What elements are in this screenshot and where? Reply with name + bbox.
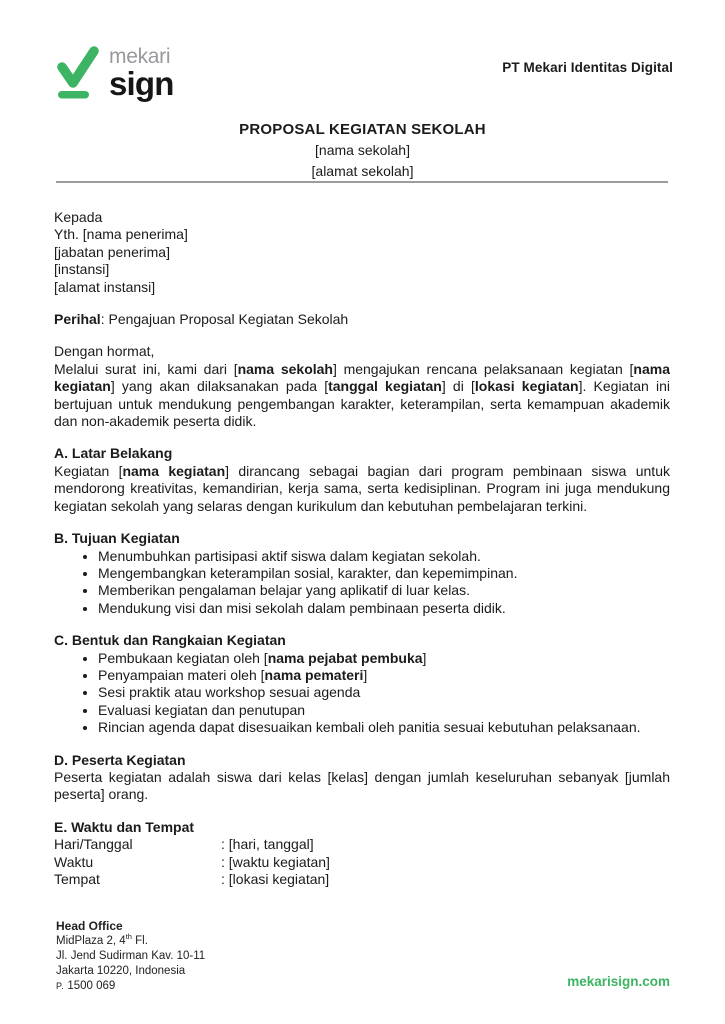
address-line-1 <box>56 934 205 949</box>
section-a-paragraph <box>54 463 670 515</box>
placeholder-bold: nama kegiatan <box>54 360 670 395</box>
opening-block <box>54 343 670 430</box>
text-segment: ] di [ <box>441 378 475 395</box>
kv-value: : [hari, tanggal] <box>221 836 314 853</box>
kv-value: : [lokasi kegiatan] <box>221 871 330 887</box>
document-body <box>54 209 670 888</box>
checkmark-icon <box>54 44 100 100</box>
school-address-placeholder: [alamat sekolah] <box>311 162 414 179</box>
section-d-paragraph: Peserta kegiatan adalah siswa dari kelas [kelas] dengan jumlah keseluruhan sebanyak [jumlah peserta] orang. <box>54 768 670 803</box>
recipient-line: Yth. [nama penerima] <box>54 226 188 243</box>
kv-label: Hari/Tanggal <box>54 836 133 853</box>
logo-word-sign: sign <box>109 65 174 102</box>
document-header <box>54 44 673 100</box>
text-segment: ]. Kegiatan ini bertujuan untuk mendukung pengembangan karakter, keterampilan, serta kemampuan akademik dan non-akademik peserta didik. <box>54 378 670 430</box>
section-e <box>54 819 670 889</box>
recipient-line: Kepada <box>54 209 103 225</box>
logo-wordmark <box>109 44 174 100</box>
text-segment: ] yang akan dilaksanakan pada [ <box>110 378 329 395</box>
school-name-placeholder: [nama sekolah] <box>315 142 410 158</box>
address-line-3: Jakarta 10220, Indonesia <box>56 965 186 977</box>
section-c <box>54 632 670 736</box>
section-e-heading: E. Waktu dan Tempat <box>54 818 195 835</box>
text-segment: Penyampaian materi oleh [ <box>98 666 265 683</box>
section-b-list <box>54 548 670 618</box>
text-segment: MidPlaza 2, 4 <box>56 935 126 947</box>
section-a <box>54 445 670 515</box>
opening-paragraph <box>54 361 670 431</box>
recipient-line: [alamat instansi] <box>54 278 156 295</box>
website-link[interactable]: mekarisign.com <box>567 974 670 989</box>
section-c-heading: C. Bentuk dan Rangkaian Kegiatan <box>54 632 286 649</box>
text-segment: Pembukaan kegiatan oleh [ <box>98 649 268 666</box>
section-c-list <box>54 650 670 737</box>
section-d-heading: D. Peserta Kegiatan <box>54 751 186 768</box>
logo-word-mekari: mekari <box>109 45 171 68</box>
placeholder-bold: nama kegiatan <box>122 462 226 479</box>
perihal-line <box>54 311 670 328</box>
company-name: PT Mekari Identitas Digital <box>502 60 673 75</box>
list-item <box>98 650 670 667</box>
kv-label: Tempat <box>54 871 100 887</box>
text-segment: Fl. <box>131 935 148 947</box>
kv-label: Waktu <box>54 853 94 870</box>
kv-value: : [waktu kegiatan] <box>221 853 330 870</box>
recipient-block <box>54 209 670 296</box>
recipient-line: [instansi] <box>54 261 110 278</box>
ordinal-suffix: th <box>125 932 132 942</box>
salutation: Dengan hormat, <box>54 343 155 360</box>
document-title: PROPOSAL KEGIATAN SEKOLAH <box>239 121 486 138</box>
list-item: • Memberikan pengalaman belajar yang aplikatif di luar kelas. <box>98 582 670 599</box>
placeholder-bold: nama pemateri <box>264 666 364 683</box>
section-b <box>54 530 670 617</box>
list-item: • Menumbuhkan partisipasi aktif siswa dalam kegiatan sekolah. <box>98 548 670 565</box>
list-item: • Mengembangkan keterampilan sosial, karakter, dan kepemimpinan. <box>98 565 670 582</box>
head-office-label: Head Office <box>56 919 123 933</box>
header-divider <box>56 181 668 183</box>
mekari-sign-logo <box>54 44 174 100</box>
phone-number: 1500 069 <box>64 980 116 992</box>
section-b-heading: B. Tujuan Kegiatan <box>54 530 180 547</box>
placeholder-bold: nama sekolah <box>237 360 333 377</box>
text-segment: Kegiatan [ <box>54 462 123 479</box>
placeholder-bold: tanggal kegiatan <box>328 378 442 395</box>
text-segment: ] mengajukan rencana pelaksanaan kegiatan [ <box>333 360 634 377</box>
phone-line <box>56 979 205 994</box>
text-segment: ] <box>422 649 427 666</box>
text-segment: ] dirancang sebagai bagian dari program pembinaan siswa untuk mendorong kreativitas, kemandirian, kerja sama, serta kedisiplinan. Program ini juga mendukung kegiatan sekolah yang selaras dengan kurikulum dan kebutuhan pembelajaran terkini. <box>54 462 670 514</box>
placeholder-bold: lokasi kegiatan <box>474 378 579 395</box>
placeholder-bold: nama pejabat pembuka <box>267 649 423 666</box>
perihal-label: Perihal <box>54 311 101 328</box>
list-item <box>98 667 670 684</box>
kv-row-time <box>54 854 670 871</box>
recipient-line: [jabatan penerima] <box>54 243 170 260</box>
perihal-value: : Pengajuan Proposal Kegiatan Sekolah <box>100 311 349 328</box>
section-a-heading: A. Latar Belakang <box>54 445 173 462</box>
kv-row-day-date <box>54 836 670 853</box>
text-segment: Melalui surat ini, kami dari [ <box>54 360 238 377</box>
list-item: • Mendukung visi dan misi sekolah dalam pembinaan peserta didik. <box>98 600 670 617</box>
list-item: • Rincian agenda dapat disesuaikan kembali oleh panitia sesuai kebutuhan pelaksanaan. <box>98 719 670 736</box>
text-segment: ] <box>363 666 368 683</box>
phone-prefix: P. <box>56 981 65 991</box>
address-line-2: Jl. Jend Sudirman Kav. 10-11 <box>56 950 206 962</box>
list-item: • Evaluasi kegiatan dan penutupan <box>98 702 670 719</box>
kv-row-place <box>54 871 670 888</box>
footer-address-block <box>56 919 205 994</box>
title-block <box>0 120 725 181</box>
section-d <box>54 752 670 804</box>
list-item: • Sesi praktik atau workshop sesuai agenda <box>98 684 670 701</box>
